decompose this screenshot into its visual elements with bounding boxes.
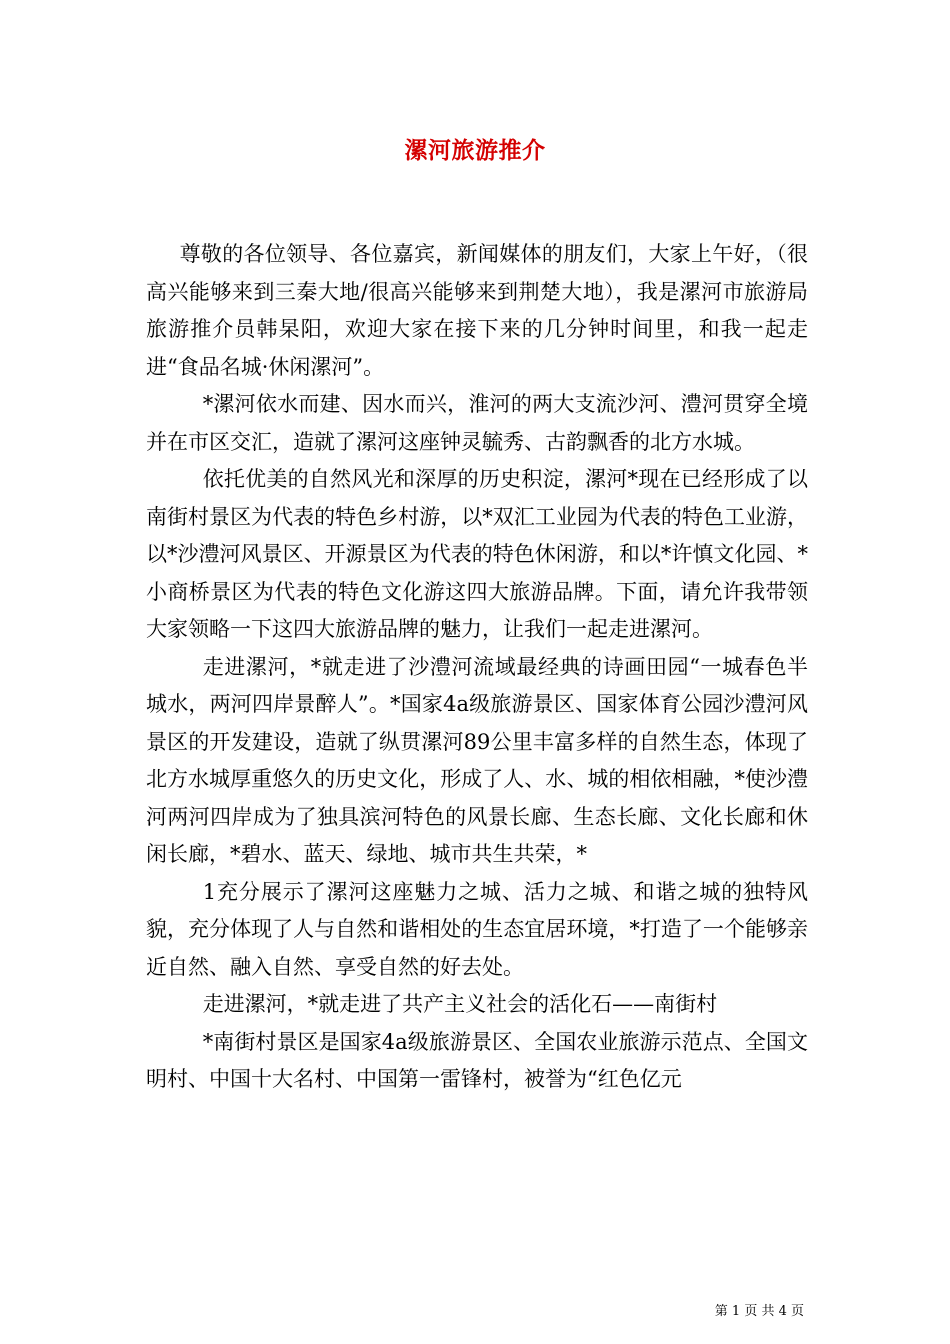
page-number-footer: 第 1 页 共 4 页 bbox=[714, 1304, 804, 1319]
paragraph: 尊敬的各位领导、各位嘉宾，新闻媒体的朋友们，大家上午好，（很高兴能够来到三秦大地/很高兴能够来到荆楚大地），我是漯河市旅游局旅游推介员韩杲阳，欢迎大家在接下来的几分钟时间里，和我一起走进“食品名城·休闲漯河”。 bbox=[146, 242, 808, 379]
document-body bbox=[146, 236, 808, 1099]
paragraph: 依托优美的自然风光和深厚的历史积淀，漯河*现在已经形成了以南街村景区为代表的特色乡村游，以*双汇工业园为代表的特色工业游，以*沙澧河风景区、开源景区为代表的特色休闲游，和以*许慎文化园、*小商桥景区为代表的特色文化游这四大旅游品牌。下面，请允许我带领大家领略一下这四大旅游品牌的魅力，让我们一起走进漯河。 bbox=[146, 467, 808, 641]
paragraph: *漯河依水而建、因水而兴，淮河的两大支流沙河、澧河贯穿全境并在市区交汇，造就了漯河这座钟灵毓秀、古韵飘香的北方水城。 bbox=[146, 392, 808, 454]
page-title: 漯河旅游推介 bbox=[404, 137, 546, 164]
paragraph: 走进漯河，*就走进了共产主义社会的活化石——南街村 bbox=[202, 992, 718, 1016]
paragraph: 走进漯河，*就走进了沙澧河流域最经典的诗画田园“一城春色半城水，两河四岸景醉人”。*国家4a级旅游景区、国家体育公园沙澧河风景区的开发建设，造就了纵贯漯河89公里丰富多样的自然生态，体现了北方水城厚重悠久的历史文化，形成了人、水、城的相依相融，*使沙澧河两河四岸成为了独具滨河特色的风景长廊、生态长廊、文化长廊和休闲长廊，*碧水、蓝天、绿地、城市共生共荣，* bbox=[146, 654, 808, 866]
paragraph: *南街村景区是国家4a级旅游景区、全国农业旅游示范点、全国文明村、中国十大名村、中国第一雷锋村，被誉为“红色亿元 bbox=[146, 1029, 808, 1091]
paragraph: 1充分展示了漯河这座魅力之城、活力之城、和谐之城的独特风貌，充分体现了人与自然和谐相处的生态宜居环境，*打造了一个能够亲近自然、融入自然、享受自然的好去处。 bbox=[146, 879, 808, 979]
